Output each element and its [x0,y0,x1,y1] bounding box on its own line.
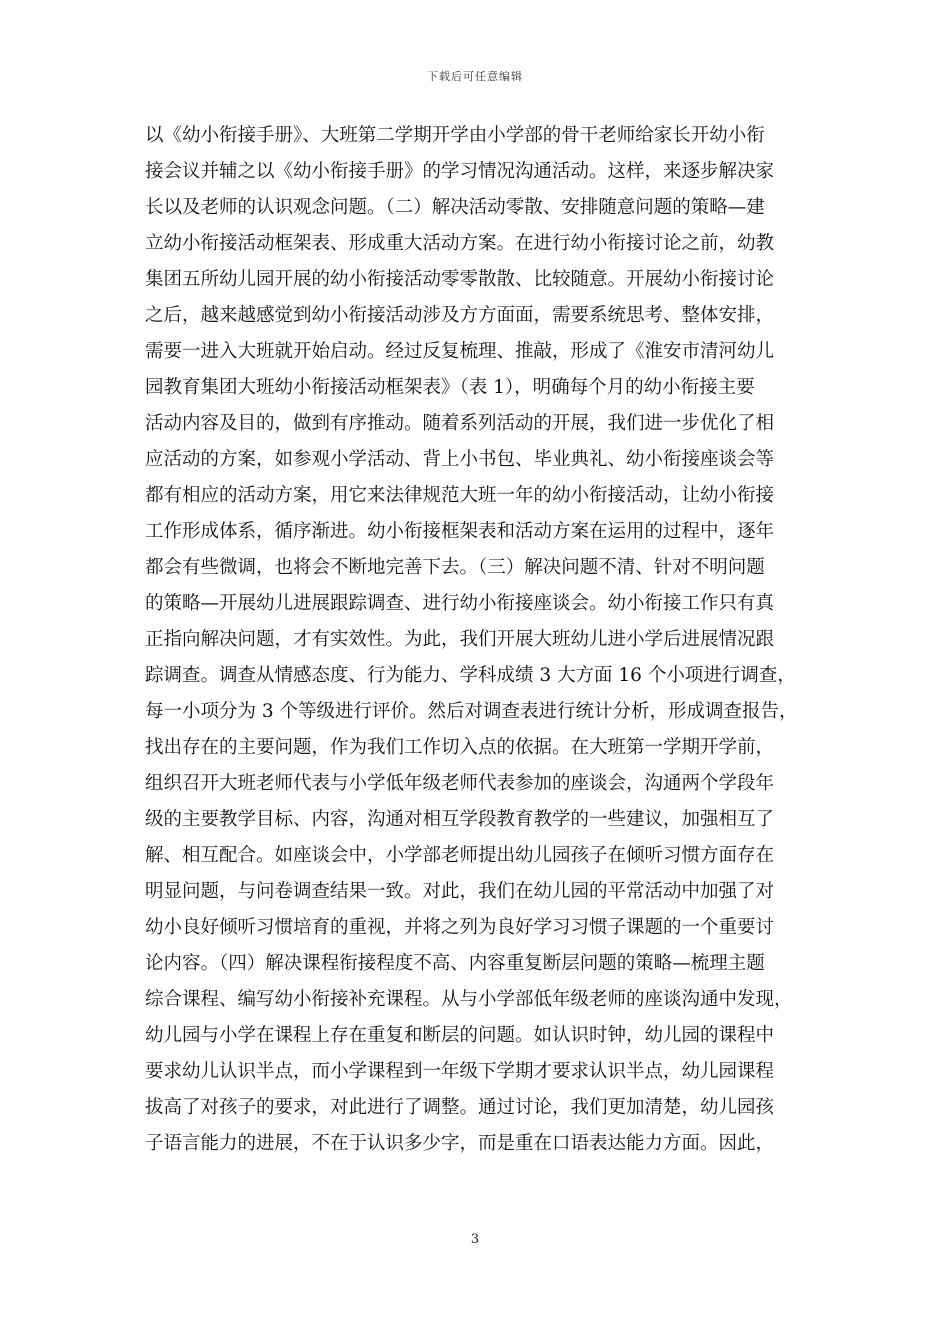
text-line: 幼儿园与小学在课程上存在重复和断层的问题。如认识时钟，幼儿园的课程中 [145,1025,775,1046]
text-line: 拔高了对孩子的要求，对此进行了调整。通过讨论，我们更加清楚，幼儿园孩 [145,1097,775,1118]
text-line: 集团五所幼儿园开展的幼小衔接活动零零散散、比较随意。开展幼小衔接讨论 [145,269,775,290]
text-line: 踪调查。调查从情感态度、行为能力、学科成绩 3 大方面 16 个小项进行调查， [145,665,796,686]
text-line: 立幼小衔接活动框架表、形成重大活动方案。在进行幼小衔接讨论之前，幼教 [145,233,775,254]
text-line: 活动内容及目的，做到有序推动。随着系列活动的开展，我们进一步优化了相 [145,413,775,434]
body-text [145,118,817,1162]
text-line: 要求幼儿认识半点，而小学课程到一年级下学期才要求认识半点，幼儿园课程 [145,1061,775,1082]
text-line: 需要一进入大班就开始启动。经过反复梳理、推敲，形成了《淮安市清河幼儿 [145,341,775,362]
text-line: 论内容。（四）解决课程衔接程度不高、内容重复断层问题的策略—梳理主题 [145,953,765,974]
text-line: 都会有些微调，也将会不断地完善下去。（三）解决问题不清、针对不明问题 [145,557,765,578]
text-line: 工作形成体系，循序渐进。幼小衔接框架表和活动方案在运用的过程中，逐年 [145,521,775,542]
text-line: 每一小项分为 3 个等级进行评价。然后对调查表进行统计分析，形成调查报告， [145,701,798,722]
text-line: 之后，越来越感觉到幼小衔接活动涉及方方面面，需要系统思考、整体安排， [145,305,775,326]
text-line: 综合课程、编写幼小衔接补充课程。从与小学部低年级老师的座谈沟通中发现， [145,989,793,1010]
text-line: 接会议并辅之以《幼小衔接手册》的学习情况沟通活动。这样，来逐步解决家 [145,161,775,182]
page-header: 下载后可任意编辑 [427,70,523,83]
text-line: 的策略—开展幼儿进展跟踪调查、进行幼小衔接座谈会。幼小衔接工作只有真 [145,593,775,614]
text-line: 都有相应的活动方案，用它来法律规范大班一年的幼小衔接活动，让幼小衔接 [145,485,775,506]
text-line: 园教育集团大班幼小衔接活动框架表》（表 1），明确每个月的幼小衔接主要 [145,377,755,398]
text-line: 子语言能力的进展，不在于认识多少字，而是重在口语表达能力方面。因此， [145,1133,775,1154]
page-number: 3 [470,1232,480,1247]
text-line: 找出存在的主要问题，作为我们工作切入点的依据。在大班第一学期开学前， [145,737,775,758]
text-line: 级的主要教学目标、内容，沟通对相互学段教育教学的一些建议，加强相互了 [145,809,775,830]
text-line: 解、相互配合。如座谈会中，小学部老师提出幼儿园孩子在倾听习惯方面存在 [145,845,775,866]
text-line: 正指向解决问题，才有实效性。为此，我们开展大班幼儿进小学后进展情况跟 [145,629,775,650]
text-line: 幼小良好倾听习惯培育的重视，并将之列为良好学习习惯子课题的一个重要讨 [145,917,775,938]
text-line: 以《幼小衔接手册》、大班第二学期开学由小学部的骨干老师给家长开幼小衔 [145,125,765,146]
text-line: 明显问题，与问卷调查结果一致。对此，我们在幼儿园的平常活动中加强了对 [145,881,775,902]
text-line: 组织召开大班老师代表与小学低年级老师代表参加的座谈会，沟通两个学段年 [145,773,775,794]
text-line: 应活动的方案，如参观小学活动、背上小书包、毕业典礼、幼小衔接座谈会等 [145,449,775,470]
text-line: 长以及老师的认识观念问题。（二）解决活动零散、安排随意问题的策略—建 [145,197,765,218]
